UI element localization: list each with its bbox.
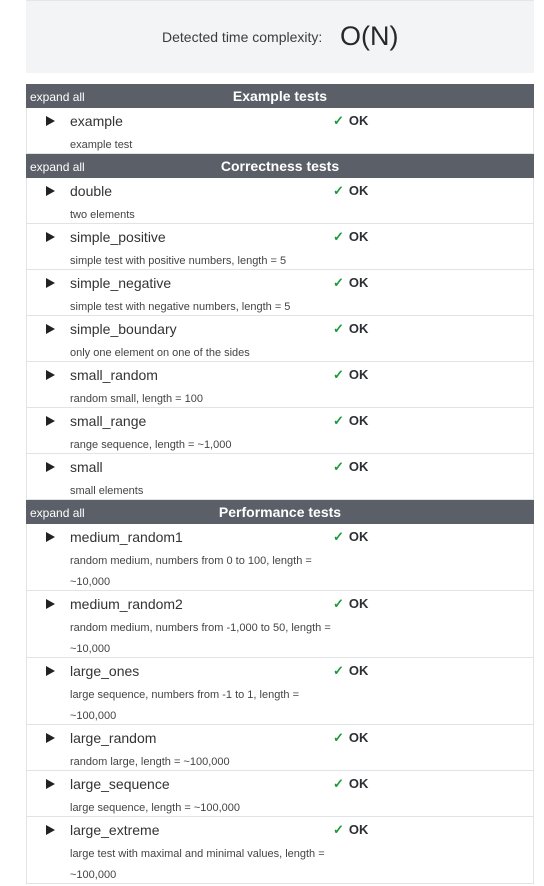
expand-triangle-icon[interactable] <box>46 116 55 126</box>
test-name: simple_negative <box>70 275 172 291</box>
test-name: large_ones <box>70 663 140 679</box>
test-row[interactable] <box>26 108 534 154</box>
section-title: Example tests <box>232 88 328 104</box>
test-status <box>333 596 368 612</box>
status-text: OK <box>348 822 369 837</box>
complexity-label: Detected time complexity: <box>162 29 323 45</box>
test-name: large_sequence <box>70 776 170 792</box>
test-row[interactable] <box>26 408 534 454</box>
status-text: OK <box>348 113 369 128</box>
status-text: OK <box>348 529 369 544</box>
section-title: Correctness tests <box>220 158 340 174</box>
section-title: Performance tests <box>218 504 342 520</box>
test-row[interactable] <box>26 454 534 500</box>
test-name: simple_boundary <box>70 321 177 337</box>
check-icon: ✓ <box>333 229 344 244</box>
check-icon: ✓ <box>333 367 344 382</box>
expand-triangle-icon[interactable] <box>46 733 55 743</box>
test-status <box>333 275 368 291</box>
test-row[interactable] <box>26 178 534 224</box>
test-status <box>333 183 368 199</box>
status-text: OK <box>348 596 369 611</box>
complexity-panel <box>26 0 534 73</box>
test-row[interactable] <box>26 771 534 817</box>
test-description: example test <box>70 139 133 151</box>
check-icon: ✓ <box>333 596 344 611</box>
test-name: small_random <box>70 367 158 383</box>
check-icon: ✓ <box>333 321 344 336</box>
check-icon: ✓ <box>333 822 344 837</box>
test-status <box>333 822 368 838</box>
expand-triangle-icon[interactable] <box>46 666 55 676</box>
test-name: medium_random1 <box>70 529 183 545</box>
test-description: large sequence, numbers from -1 to 1, length = ~100,000 <box>70 689 299 722</box>
test-name: simple_positive <box>70 229 166 245</box>
expand-triangle-icon[interactable] <box>46 278 55 288</box>
check-icon: ✓ <box>333 730 344 745</box>
check-icon: ✓ <box>333 275 344 290</box>
expand-triangle-icon[interactable] <box>46 370 55 380</box>
test-status <box>333 459 368 475</box>
expand-all-link[interactable]: expand all <box>30 90 85 104</box>
test-description: large sequence, length = ~100,000 <box>70 802 241 814</box>
expand-triangle-icon[interactable] <box>46 324 55 334</box>
test-name: medium_random2 <box>70 596 183 612</box>
test-description: simple test with negative numbers, length = 5 <box>70 301 291 313</box>
complexity-value: O(N) <box>340 21 399 51</box>
check-icon: ✓ <box>333 413 344 428</box>
expand-all-link[interactable]: expand all <box>30 506 85 520</box>
check-icon: ✓ <box>333 113 344 128</box>
expand-triangle-icon[interactable] <box>46 532 55 542</box>
test-description: large test with maximal and minimal values, length = ~100,000 <box>70 848 325 881</box>
test-status <box>333 529 368 545</box>
test-row[interactable] <box>26 817 534 884</box>
test-name: large_extreme <box>70 822 160 838</box>
test-row[interactable] <box>26 591 534 658</box>
test-description: only one element on one of the sides <box>70 347 250 359</box>
test-name: small <box>70 459 103 475</box>
expand-triangle-icon[interactable] <box>46 779 55 789</box>
expand-triangle-icon[interactable] <box>46 416 55 426</box>
test-name: double <box>70 183 113 199</box>
expand-triangle-icon[interactable] <box>46 186 55 196</box>
test-description: random small, length = 100 <box>70 393 203 405</box>
check-icon: ✓ <box>333 776 344 791</box>
status-text: OK <box>348 183 369 198</box>
test-description: random medium, numbers from 0 to 100, length = ~10,000 <box>70 555 312 588</box>
expand-all-link[interactable]: expand all <box>30 160 85 174</box>
test-row[interactable] <box>26 658 534 725</box>
check-icon: ✓ <box>333 529 344 544</box>
test-status <box>333 413 368 429</box>
test-row[interactable] <box>26 224 534 270</box>
test-name: large_random <box>70 730 157 746</box>
expand-triangle-icon[interactable] <box>46 462 55 472</box>
test-description: random medium, numbers from -1,000 to 50, length = ~10,000 <box>70 622 331 655</box>
status-text: OK <box>348 776 369 791</box>
test-status <box>333 321 368 337</box>
status-text: OK <box>348 730 369 745</box>
check-icon: ✓ <box>333 183 344 198</box>
expand-triangle-icon[interactable] <box>46 825 55 835</box>
status-text: OK <box>348 275 369 290</box>
test-description: random large, length = ~100,000 <box>70 756 230 768</box>
test-name: small_range <box>70 413 147 429</box>
expand-triangle-icon[interactable] <box>46 232 55 242</box>
test-description: small elements <box>70 485 144 497</box>
test-row[interactable] <box>26 316 534 362</box>
test-status <box>333 730 368 746</box>
expand-triangle-icon[interactable] <box>46 599 55 609</box>
test-row[interactable] <box>26 524 534 591</box>
test-row[interactable] <box>26 270 534 316</box>
test-row[interactable] <box>26 725 534 771</box>
test-description: simple test with positive numbers, length = 5 <box>70 255 287 267</box>
test-description: two elements <box>70 209 135 221</box>
test-name: example <box>70 113 123 129</box>
test-status <box>333 113 368 129</box>
status-text: OK <box>348 229 369 244</box>
status-text: OK <box>348 663 369 678</box>
test-status <box>333 229 368 245</box>
test-status <box>333 663 368 679</box>
check-icon: ✓ <box>333 663 344 678</box>
section-header-correctness-tests <box>26 154 534 178</box>
section-header-performance-tests <box>26 500 534 524</box>
check-icon: ✓ <box>333 459 344 474</box>
status-text: OK <box>348 459 369 474</box>
test-status <box>333 776 368 792</box>
status-text: OK <box>348 367 369 382</box>
test-status <box>333 367 368 383</box>
status-text: OK <box>348 413 369 428</box>
status-text: OK <box>348 321 369 336</box>
test-description: range sequence, length = ~1,000 <box>70 439 232 451</box>
section-header-example-tests <box>26 84 534 108</box>
test-results <box>26 84 534 884</box>
test-row[interactable] <box>26 362 534 408</box>
